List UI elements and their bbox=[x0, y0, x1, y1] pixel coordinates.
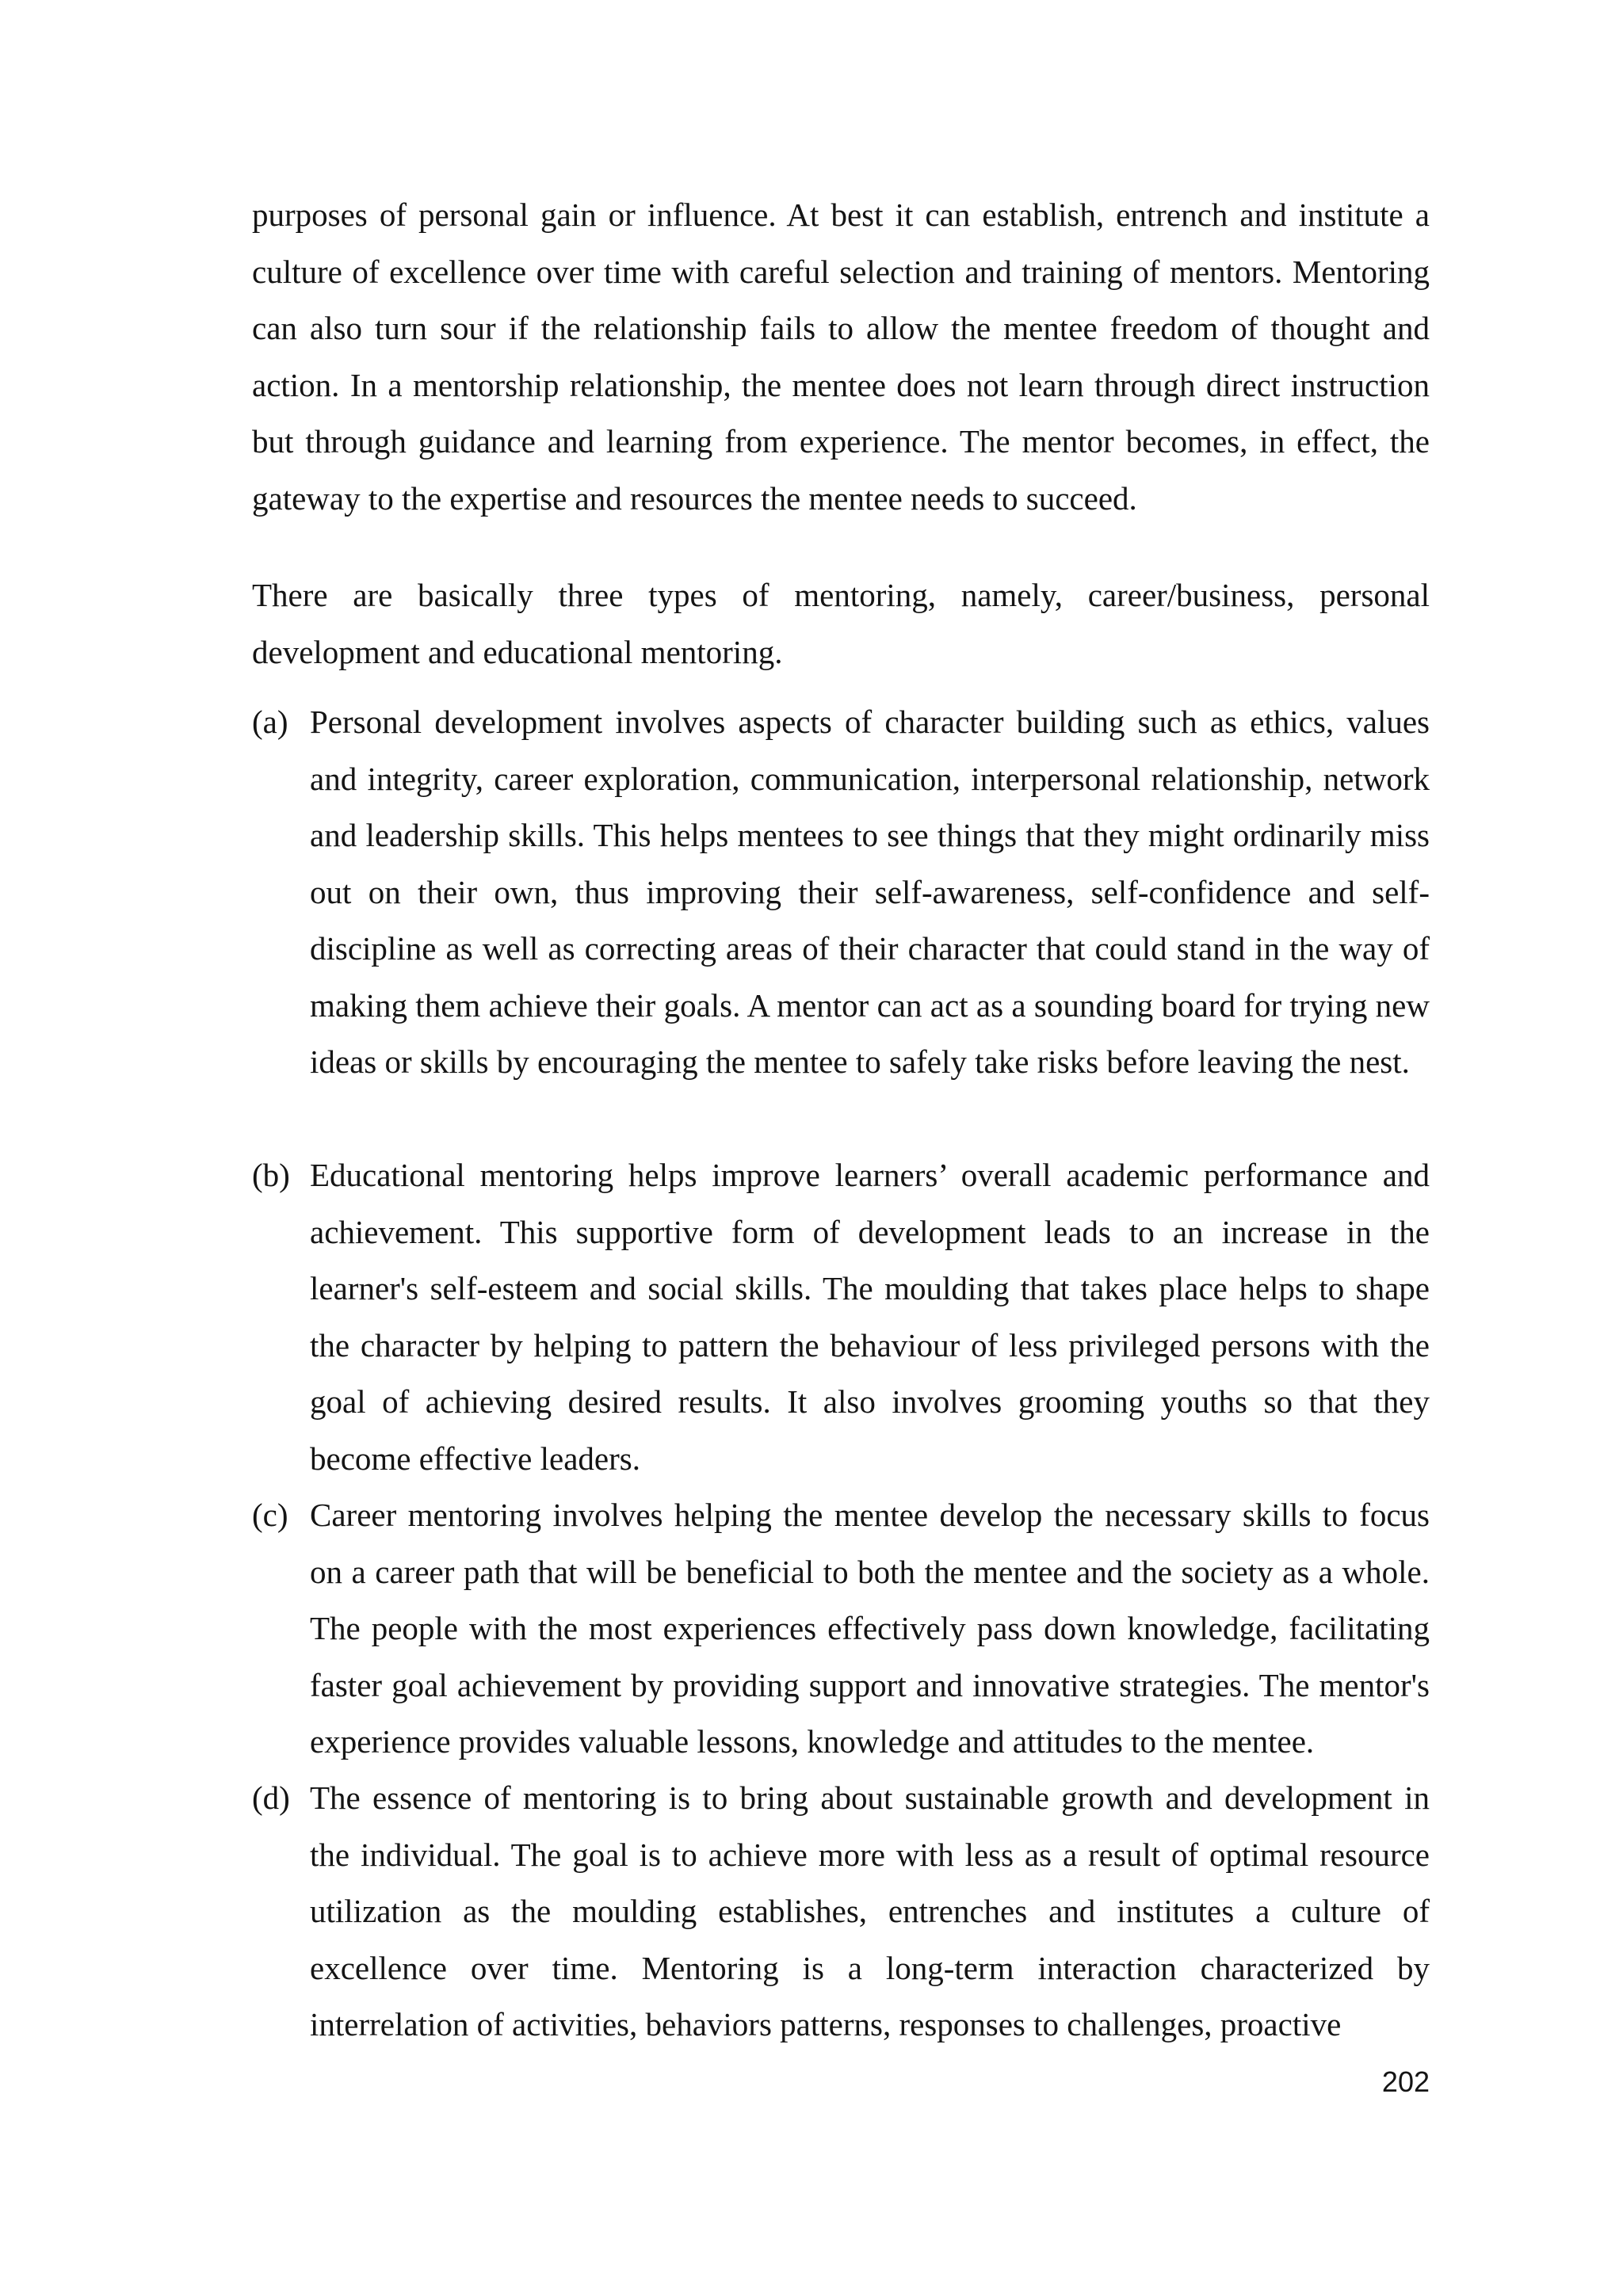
body-paragraph: There are basically three types of mentoring, namely, career/business, personal development and educational mentoring. bbox=[252, 577, 1430, 670]
list-item-text: Educational mentoring helps improve learners’ overall academic performance and achievement. This supportive form of development leads to an increase in the learner's self-esteem and social skills. The moulding that takes place helps to shape the character by helping to pattern the behaviour of less privileged persons with the goal of achieving desired results. It also involves grooming youths so that they become effective leaders. bbox=[310, 1157, 1430, 1477]
list-marker: (a) bbox=[252, 704, 288, 740]
body-paragraph: purposes of personal gain or influence. At best it can establish, entrench and institute a culture of excellence over time with careful selection and training of mentors. Mentoring can also turn sour if the relationship fails to allow the mentee freedom of thought and action. In a mentorship relationship, the mentee does not learn through direct instruction but through guidance and learning from experience. The mentor becomes, in effect, the gateway to the expertise and resources the mentee needs to succeed. bbox=[252, 196, 1430, 517]
list-item-text: Career mentoring involves helping the mentee develop the necessary skills to focus on a career path that will be beneficial to both the mentee and the society as a whole. The people with the most experiences effectively pass down knowledge, facilitating faster goal achievement by providing support and innovative strategies. The mentor's experience provides valuable lessons, knowledge and attitudes to the mentee. bbox=[310, 1497, 1430, 1760]
page-number: 202 bbox=[1381, 2065, 1430, 2098]
list-marker: (b) bbox=[252, 1157, 290, 1193]
list-item bbox=[252, 1487, 1430, 1771]
list-item bbox=[252, 694, 1430, 1091]
list-item bbox=[252, 1147, 1430, 1487]
list-marker: (c) bbox=[252, 1497, 288, 1533]
list-item-text: Personal development involves aspects of character building such as ethics, values and integrity, career exploration, communication, interpersonal relationship, network and leadership skills. This helps mentees to see things that they might ordinarily miss out on their own, thus improving their self-awareness, self-confidence and self-discipline as well as correcting areas of their character that could stand in the way of making them achieve their goals. A mentor can act as a sounding board for trying new ideas or skills by encouraging the mentee to safely take risks before leaving the nest. bbox=[310, 704, 1430, 1080]
list-item-text: The essence of mentoring is to bring about sustainable growth and development in the individual. The goal is to achieve more with less as a result of optimal resource utilization as the moulding establishes, entrenches and institutes a culture of excellence over time. Mentoring is a long-term interaction characterized by interrelation of activities, behaviors patterns, responses to challenges, proactive bbox=[310, 1779, 1430, 2042]
list-marker: (d) bbox=[252, 1779, 290, 1816]
list-item bbox=[252, 1770, 1430, 2054]
